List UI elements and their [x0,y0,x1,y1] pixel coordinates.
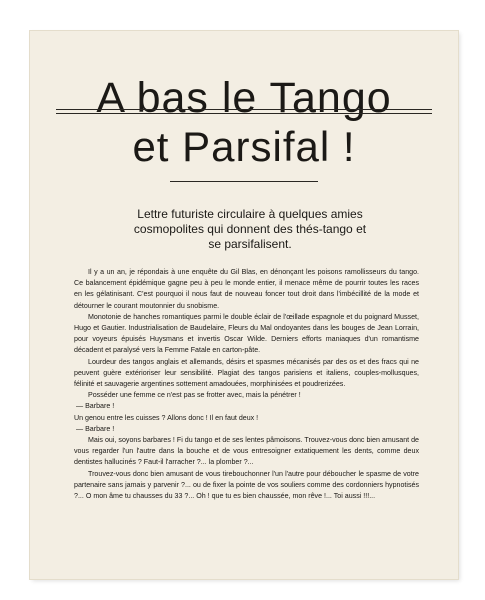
paragraph: Mais oui, soyons barbares ! Fi du tango et de ses lentes pâmoisons. Trouvez-vous donc bien amusant de vous regarder l'un l'autre dans la bouche et de vous entresoigner extatiquement les dents, comme deux dentistes hallucinés ? Faut-il l'arracher ?... la plomber ?... [74,436,419,467]
paragraph: Monotonie de hanches romantiques parmi le double éclair de l'œillade espagnole et du poignard Musset, Hugo et Gautier. Industrialisation de Baudelaire, Fleurs du Mal ondoyantes dans les bouges de Jean Lorrain, pour voyeurs épuisés Huysmans et invertis Oscar Wilde. Derniers efforts maniaques d'un romantisme décadent et paralysé vers la Femme Fatale en carton-pâte. [74,312,419,355]
title-line-1: A bas le Tango [96,74,392,122]
paragraph: Trouvez-vous donc bien amusant de vous tirebouchonner l'un l'autre pour déboucher le spasme de votre partenaire sans jamais y parvenir ?... ou de fixer la pointe de vos souliers comme des cordonniers hypnotisés ?... O mon âme tu chausses du 33 ?... Oh ! que tu es bien chaussée, mon rêve !... Toi aussi !!!... [74,469,419,501]
paragraph: Lourdeur des tangos anglais et allemands, désirs et spasmes mécanisés par des os et des fracs qui ne peuvent guère extérioriser leur sensibilité. Plagiat des tangos parisiens et italiens, couples-mollusques, félinité et sauvagerie argentines sottement amadouées, morphinisées et poudrerizées. [74,357,419,389]
dialogue-line: — Barbare ! [76,402,115,411]
body-text [74,267,419,502]
title-underline [170,181,318,182]
subtitle: Lettre futuriste circulaire à quelques amies cosmopolites qui donnent des thés-tango et se parsifalisent. [133,207,367,251]
document-page [30,31,458,579]
paragraph: Posséder une femme ce n'est pas se frotter avec, mais la pénétrer ! [88,391,301,400]
dialogue-line: — Barbare ! [76,424,115,433]
paragraph: Il y a un an, je répondais à une enquête du Gil Blas, en dénonçant les poisons ramollisseurs du tango. Ce balancement épidémique gagne peu à peu le monde entier, il menace même de pourrir toutes les races en les gélatinisant. C'est pourquoi il nous faut de nouveau foncer tout droit dans l'imbécillité de la mode et détourner le courant moutonnier du snobisme. [74,268,419,310]
title-line-2: et Parsifal ! [132,123,356,170]
title-rule-thin [56,113,432,114]
dialogue-line: Un genou entre les cuisses ? Allons donc ! Il en faut deux ! [74,413,259,422]
title-rule-thick [56,109,432,110]
